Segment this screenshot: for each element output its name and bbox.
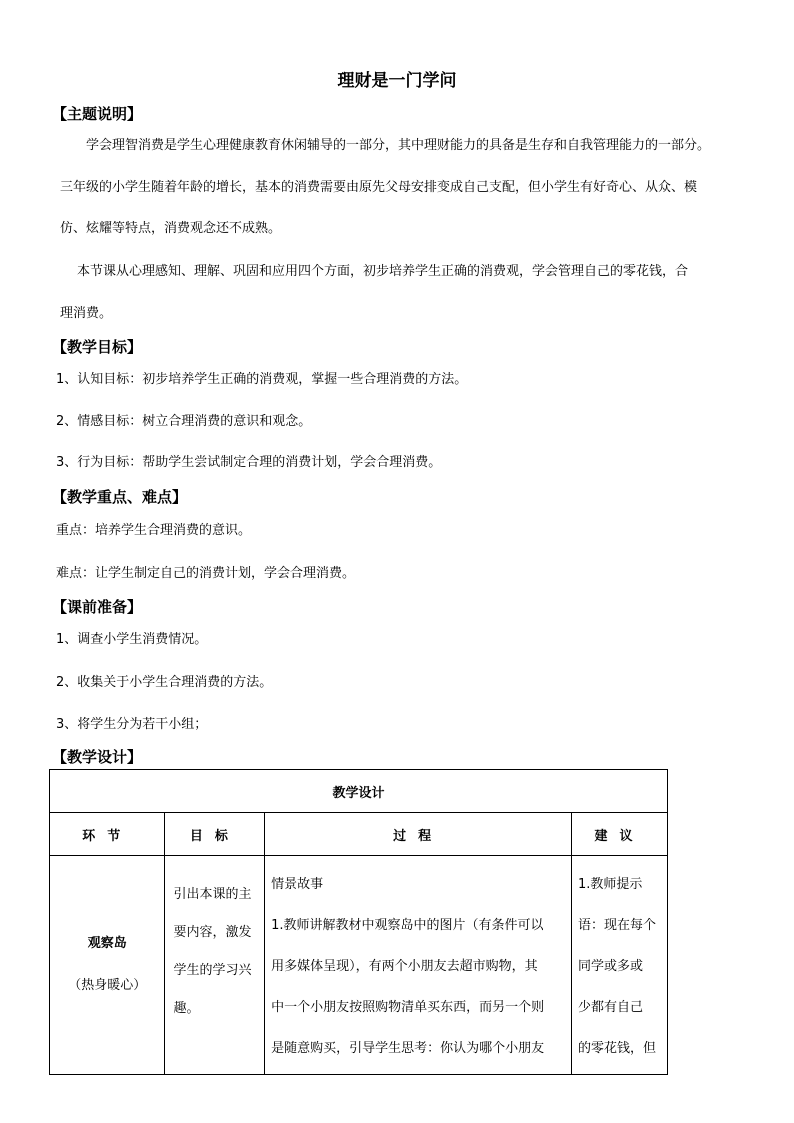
process-text-line: 情景故事 xyxy=(271,877,324,892)
theme-line: 三年级的小学生随着年龄的增长，基本的消费需要由原先父母安排变成自己支配，但小学生有好奇心、从众、模 xyxy=(60,180,698,195)
stage-cell xyxy=(50,856,165,1075)
section-heading-design: 【教学设计】 xyxy=(52,748,143,766)
column-header-stage: 环节 xyxy=(50,813,165,856)
section-heading-keypoints: 【教学重点、难点】 xyxy=(52,488,188,506)
process-text-line: 用多媒体呈现），有两个小朋友去超市购物，其 xyxy=(271,959,538,974)
theme-line: 仿、炫耀等特点，消费观念还不成熟。 xyxy=(60,221,282,236)
keypoint-item: 难点：让学生制定自己的消费计划，学会合理消费。 xyxy=(56,566,356,581)
process-cell xyxy=(265,856,572,1075)
table-row xyxy=(50,856,668,1075)
goal-item: 3、行为目标：帮助学生尝试制定合理的消费计划，学会合理消费。 xyxy=(56,455,442,470)
keypoint-item: 重点：培养学生合理消费的意识。 xyxy=(56,523,252,538)
goal-text-line: 要内容，激发 xyxy=(173,925,252,940)
column-header-advice: 建议 xyxy=(572,813,668,856)
design-table xyxy=(49,769,668,1075)
goal-text-line: 引出本课的主 xyxy=(173,887,252,902)
table-title: 教学设计 xyxy=(50,770,668,813)
prep-item: 3、将学生分为若干小组； xyxy=(56,717,208,732)
goal-cell xyxy=(165,856,265,1075)
goal-text-line: 趣。 xyxy=(173,1001,200,1016)
stage-name: 观察岛 xyxy=(87,936,127,951)
process-text-line: 中一个小朋友按照购物清单买东西，而另一个则 xyxy=(271,1000,545,1015)
goal-item: 1、认知目标：初步培养学生正确的消费观，掌握一些合理消费的方法。 xyxy=(56,372,468,387)
theme-line: 理消费。 xyxy=(60,306,113,321)
advice-text-line: 的零花钱，但 xyxy=(578,1041,657,1056)
theme-line: 学会理智消费是学生心理健康教育休闲辅导的一部分，其中理财能力的具备是生存和自我管理能力的一部分。 xyxy=(86,138,711,153)
column-header-goal: 目标 xyxy=(165,813,265,856)
advice-cell xyxy=(572,856,668,1075)
advice-text-line: 少都有自己 xyxy=(578,1000,644,1015)
goal-text-line: 学生的学习兴 xyxy=(173,963,252,978)
section-heading-goals: 【教学目标】 xyxy=(52,338,143,356)
process-text-line: 是随意购买，引导学生思考：你认为哪个小朋友 xyxy=(271,1041,545,1056)
advice-text-line: 语：现在每个 xyxy=(578,918,657,933)
section-heading-theme: 【主题说明】 xyxy=(52,105,143,123)
goal-item: 2、情感目标：树立合理消费的意识和观念。 xyxy=(56,414,312,429)
document-title: 理财是一门学问 xyxy=(337,71,457,91)
process-text-line: 1.教师讲解教材中观察岛中的图片（有条件可以 xyxy=(271,918,544,933)
theme-line: 本节课从心理感知、理解、巩固和应用四个方面，初步培养学生正确的消费观，学会管理自己的零花钱，合 xyxy=(77,264,689,279)
stage-subtitle: （热身暖心） xyxy=(68,978,147,993)
advice-text-line: 同学或多或 xyxy=(578,959,644,974)
prep-item: 2、收集关于小学生合理消费的方法。 xyxy=(56,675,273,690)
advice-text-line: 1.教师提示 xyxy=(578,877,643,892)
section-heading-prep: 【课前准备】 xyxy=(52,598,143,616)
prep-item: 1、调查小学生消费情况。 xyxy=(56,632,208,647)
column-header-process: 过程 xyxy=(265,813,572,856)
